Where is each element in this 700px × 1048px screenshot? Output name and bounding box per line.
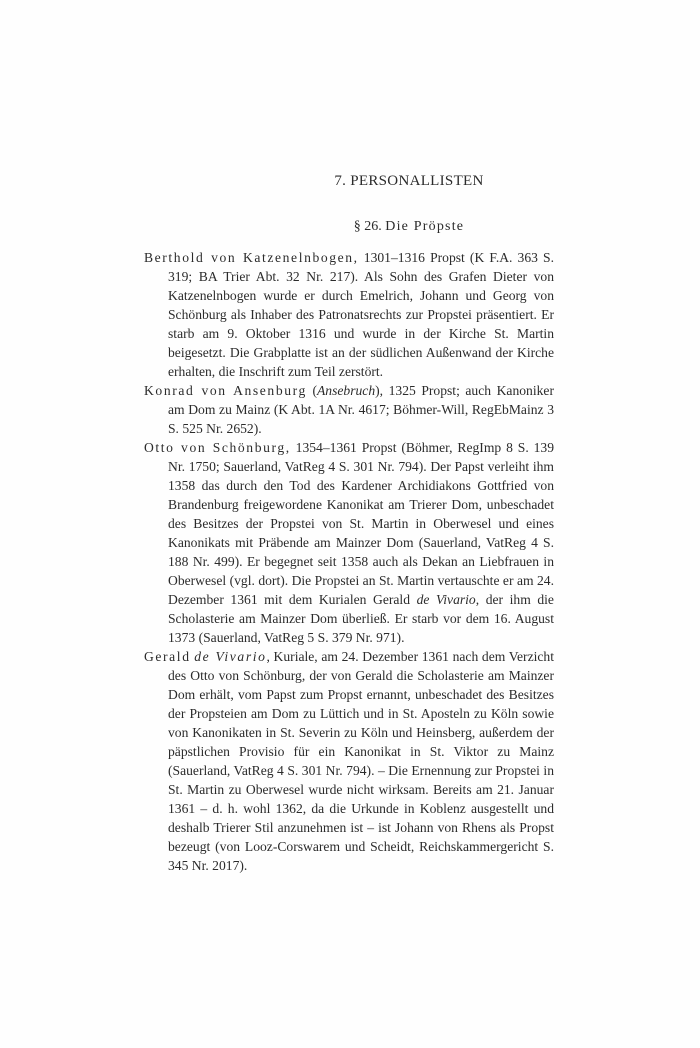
- entry-name: Gerald: [144, 649, 191, 664]
- entry-text: , Kuriale, am 24. Dezember 1361 nach dem Verzicht des Otto von Schönburg, der von Gerald die Scholasterie am Mainzer Dom erhält, vom Papst zum Propst ernannt, unbeschadet des Besitzes der Propsteien am Dom zu Lüttich und in St. Aposteln zu Köln sowie von Kanonikaten in St. Severin zu Köln und Heinsberg, außerdem der päpstlichen Provisio für ein Kanonikat in St. Viktor zu Mainz (Sauerland, VatReg 4 S. 301 Nr. 794). – Die Ernennung zur Propstei in St. Martin zu Oberwesel wurde nicht wirksam. Bereits am 21. Januar 1361 – d. h. wohl 1362, da die Urkunde in Koblenz ausgestellt und deshalb Trierer Stil anzunehmen ist – ist Johann von Rhens als Propst bezeugt (von Looz-Corswarem und Scheidt, Reichskammergericht S. 345 Nr. 2017).: [168, 649, 554, 873]
- entry-text: 1354–1361 Propst (Böhmer, RegImp 8 S. 139 Nr. 1750; Sauerland, VatReg 4 S. 301 Nr. 794). Der Papst verleiht ihm 1358 das durch den Tod des Kardener Archidiakons Gottfried von Brandenburg freigewordene Kanonikat am Trierer Dom, unbeschadet des Besitzes der Propstei von St. Martin in Oberwesel und eines Kanonikats mit Präbende am Mainzer Dom (Sauerland, VatReg 4 S. 188 Nr. 499). Er begegnet seit 1358 auch als Dekan an Liebfrauen in Oberwesel (vgl. dort). Die Propstei an St. Martin vertauschte er am 24. Dezember 1361 mit dem Kurialen Gerald: [168, 440, 554, 607]
- entry-text: 1301–1316 Propst (K F.A. 363 S. 319; BA Trier Abt. 32 Nr. 217). Als Sohn des Grafen Dieter von Katzenelnbogen wurde er durch Emelrich, Johann und Georg von Schönburg als Inhaber des Patronatsrechts zur Propstei präsentiert. Er starb am 9. Oktober 1316 und wurde in der Kirche St. Martin beigesetzt. Die Grabplatte ist an der südlichen Außenwand der Kirche erhalten, die Inschrift zum Teil zerstört.: [168, 250, 554, 379]
- entry-name-variant: Ansebruch: [316, 383, 376, 398]
- provost-list: [144, 248, 554, 875]
- list-item: [144, 438, 554, 647]
- entry-name-italic: de Vivario: [194, 649, 267, 664]
- section-title: [0, 219, 700, 235]
- entry-text: , 1325 Propst; auch Kanoniker am Dom zu Mainz (K Abt. 1A Nr. 4617; Böhmer-Will, RegEbMainz 3 S. 525 Nr. 2652).: [168, 383, 554, 436]
- entry-name: Berthold von Katzenelnbogen,: [144, 250, 359, 265]
- list-item: [144, 647, 554, 875]
- chapter-title: 7. PERSONALLISTEN: [334, 173, 484, 189]
- entry-name: Konrad von Ansenburg: [144, 383, 307, 398]
- entry-text-continued: , der ihm die Scholasterie am Mainzer Dom überließ. Er starb vor dem 16. August 1373 (Sauerland, VatReg 5 S. 379 Nr. 971).: [168, 592, 554, 645]
- section-number: § 26.: [353, 219, 382, 234]
- list-item: Konrad von Ansenburg (Ansebruch), 1325 Propst; auch Kanoniker am Dom zu Mainz (K Abt. 1A Nr. 4617; Böhmer-Will, RegEbMainz 3 S. 525 Nr. 2652).: [144, 383, 554, 436]
- section-heading: Die Pröpste: [385, 219, 465, 234]
- entry-italic-text: de Vivario: [416, 592, 476, 607]
- entry-name: Otto von Schönburg,: [144, 440, 291, 455]
- list-item: [144, 248, 554, 381]
